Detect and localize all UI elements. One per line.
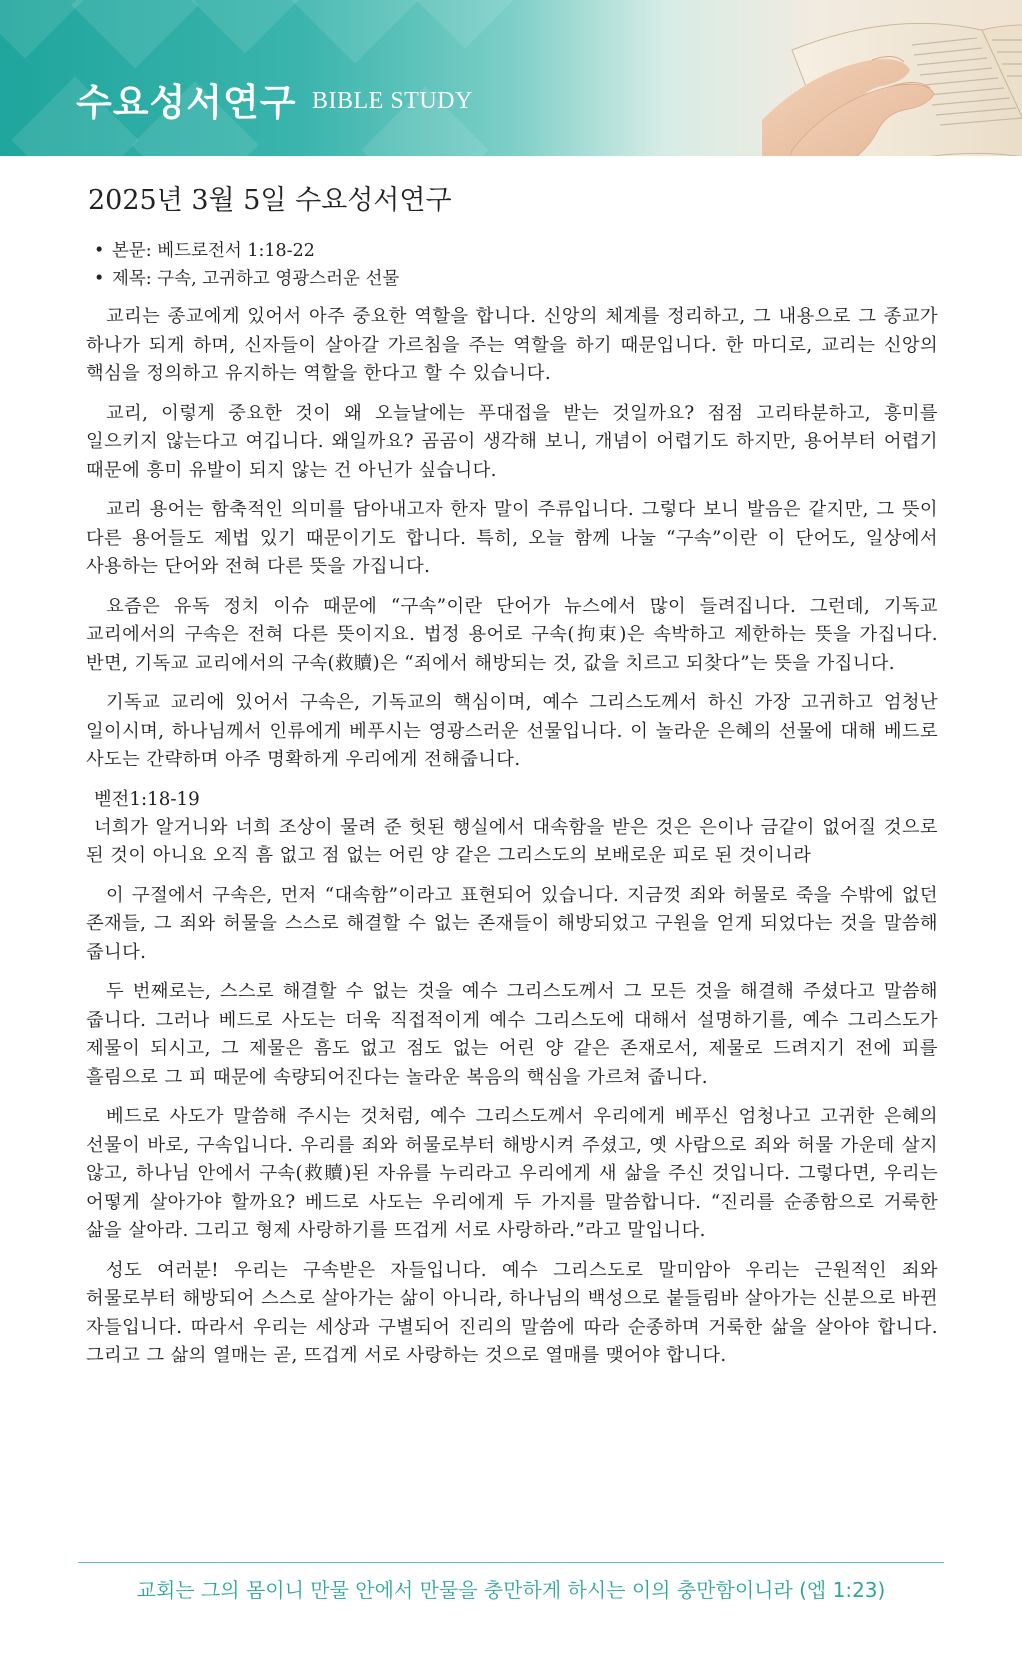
footer-divider <box>78 1562 944 1563</box>
bible-hands-illustration <box>642 0 1022 156</box>
paragraph: 성도 여러분! 우리는 구속받은 자들입니다. 예수 그리스도로 말미암아 우리는 근원적인 죄와 허물로부터 해방되어 스스로 살아가는 삶이 아니라, 하나님의 백성으로 붙들림바 살아가는 신분으로 바뀐 자들입니다. 따라서 우리는 세상과 구별되어 진리의 말씀에 따라 순종하며 거룩한 삶을 살아야 합니다. 그리고 그 삶의 열매는 곧, 뜨겁게 서로 사랑하는 것으로 열매를 맺어야 합니다. <box>86 1259 938 1366</box>
paragraph: 교리, 이렇게 중요한 것이 왜 오늘날에는 푸대접을 받는 것일까요? 점점 고리타분하고, 흥미를 일으키지 않는다고 여깁니다. 왜일까요? 곰곰이 생각해 보니, 개념이 어렵기도 하지만, 용어부터 어렵기 때문에 흥미 유발이 되지 않는 건 아닌가 싶습니다. <box>86 402 938 481</box>
verse-text: 너희가 알거니와 너희 조상이 물려 준 헛된 행실에서 대속함을 받은 것은 은이나 금같이 없어질 것으로 된 것이 아니요 오직 흠 없고 점 없는 어린 양 같은 그리스도의 보배로운 피로 된 것이니라 <box>86 816 938 866</box>
banner-title: 수요성서연구 <box>76 81 297 124</box>
bullet-icon: • <box>94 269 105 289</box>
paragraph: 기독교 교리에 있어서 구속은, 기독교의 핵심이며, 예수 그리스도께서 하신 가장 고귀하고 엄청난 일이시며, 하나님께서 인류에게 베푸시는 영광스러운 선물입니다. 이 놀라운 은혜의 선물에 대해 베드로 사도는 간략하며 아주 명확하게 우리에게 전해줍니다. <box>86 692 938 770</box>
banner-pattern <box>401 0 528 49</box>
paragraph: 요즘은 유독 정치 이슈 때문에 “구속”이란 단어가 뉴스에서 많이 들려집니다. 그런데, 기독교 교리에서의 구속은 전혀 다른 뜻이지요. 법정 용어로 구속(拘束)은 속박하고 제한하는 뜻을 가집니다. 반면, 기독교 교리에서의 구속(救贖)은 “죄에서 해방되는 것, 값을 치르고 되찾다”는 뜻을 가집니다. <box>86 595 938 674</box>
paragraph: 이 구절에서 구속은, 먼저 “대속함”이라고 표현되어 있습니다. 지금껏 죄와 허물로 죽을 수밖에 없던 존재들, 그 죄와 허물을 스스로 해결할 수 없는 존재들이 해방되었고 구원을 얻게 되었다는 것을 말씀해 줍니다. <box>86 884 938 963</box>
meta-item <box>94 237 938 265</box>
footer-verse: 교회는 그의 몸이니 만물 안에서 만물을 충만하게 하시는 이의 충만함이니라 (엡 1:23) <box>136 1578 886 1602</box>
verse-reference: 벧전1:18-19 <box>94 788 200 810</box>
meta-text: 본문: 베드로전서 1:18-22 <box>112 241 315 261</box>
paragraph: 교리는 종교에게 있어서 아주 중요한 역할을 합니다. 신앙의 체계를 정리하고, 그 내용으로 그 종교가 하나가 되게 하며, 신자들이 살아갈 가르침을 주는 역할을 하기 때문입니다. 한 마디로, 교리는 신앙의 핵심을 정의하고 유지하는 역할을 한다고 할 수 있습니다. <box>86 306 938 384</box>
paragraph: 두 번째로는, 스스로 해결할 수 없는 것을 예수 그리스도께서 그 모든 것을 해결해 주셨다고 말씀해 줍니다. 그러나 베드로 사도는 더욱 직접적이게 예수 그리스도에 대해서 설명하기를, 예수 그리스도가 제물이 되시고, 그 제물은 흠도 없고 점도 없는 어린 양 같은 존재로서, 제물로 드려지기 전에 피를 흘림으로 그 피 때문에 속량되어진다는 놀라운 복음의 핵심을 가르쳐 줍니다. <box>86 981 938 1088</box>
header-banner <box>0 0 1022 156</box>
main-content <box>86 178 938 1382</box>
banner-pattern <box>291 0 418 64</box>
banner-pattern <box>71 0 198 69</box>
meta-text: 제목: 구속, 고귀하고 영광스러운 선물 <box>112 269 400 289</box>
banner-subtitle: BIBLE STUDY <box>312 88 473 114</box>
document-title: 2025년 3월 5일 수요성서연구 <box>88 185 452 216</box>
bullet-icon: • <box>94 241 105 261</box>
meta-list <box>94 237 938 293</box>
paragraph: 베드로 사도가 말씀해 주시는 것처럼, 예수 그리스도께서 우리에게 베푸신 엄청나고 고귀한 은혜의 선물이 바로, 구속입니다. 우리를 죄와 허물로부터 해방시켜 주셨고, 옛 사람으로 죄와 허물 가운데 살지 않고, 하나님 안에서 구속(救贖)된 자유를 누리라고 우리에게 새 삶을 주신 것입니다. 그렇다면, 우리는 어떻게 살아가야 할까요? 베드로 사도는 우리에게 두 가지를 말씀합니다. “진리를 순종함으로 거룩한 삶을 살아라. 그리고 형제 사랑하기를 뜨겁게 서로 사랑하라.”라고 말입니다. <box>86 1106 939 1241</box>
meta-item <box>94 265 938 293</box>
paragraph: 교리 용어는 함축적인 의미를 담아내고자 한자 말이 주류입니다. 그렇다 보니 발음은 같지만, 그 뜻이 다른 용어들도 제법 있기 때문이기도 합니다. 특히, 오늘 함께 나눌 “구속”이란 이 단어도, 일상에서 사용하는 단어와 전혀 다른 뜻을 가집니다. <box>86 499 938 577</box>
banner-pattern <box>181 0 308 54</box>
